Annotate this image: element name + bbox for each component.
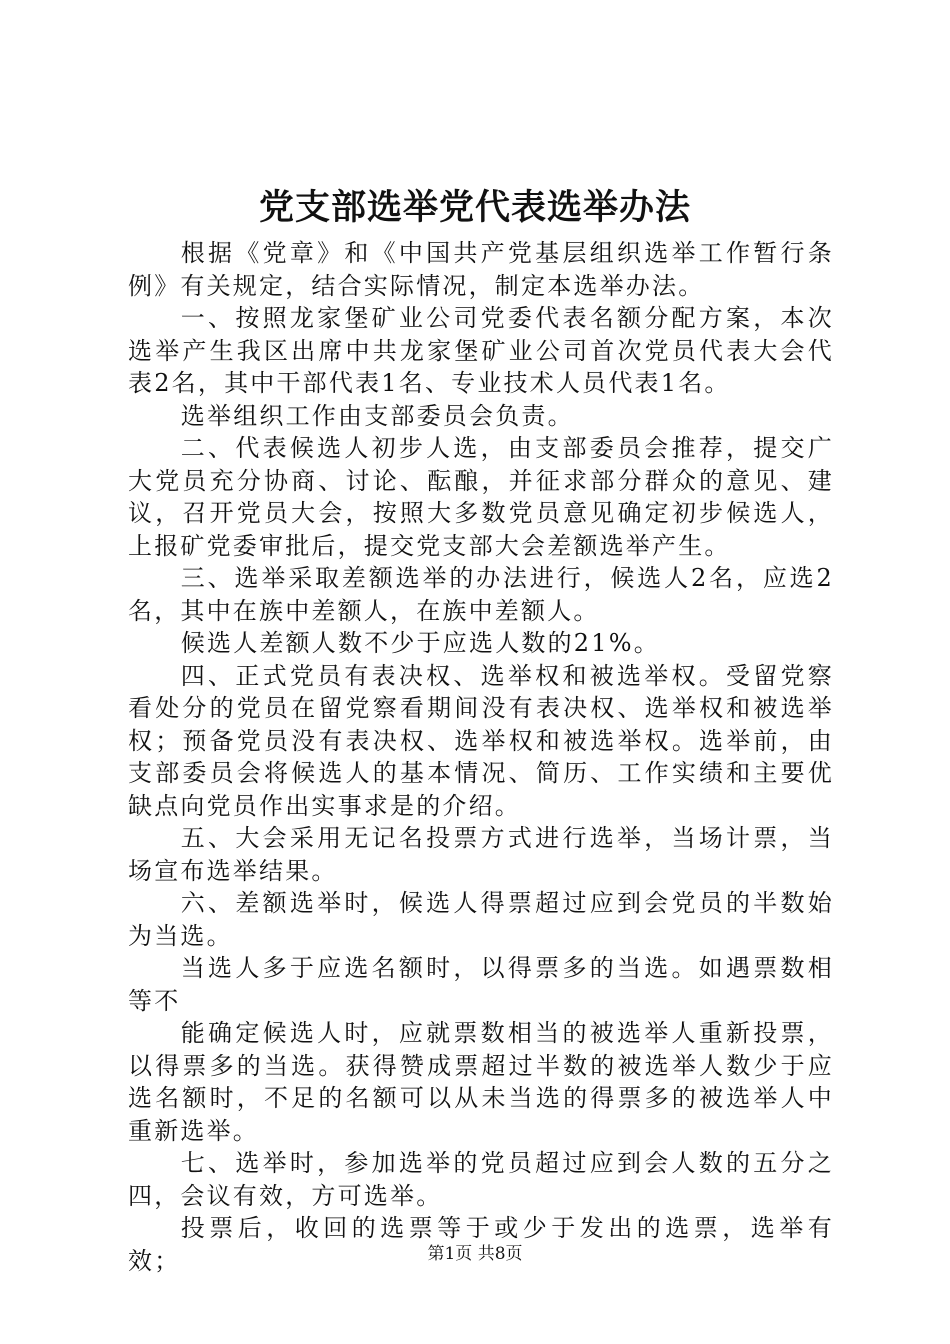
paragraph: 一、按照龙家堡矿业公司党委代表名额分配方案，本次选举产生我区出席中共龙家堡矿业公司首次党员代表大会代表2名，其中干部代表1名、专业技术人员代表1名。: [128, 304, 834, 397]
paragraph: 三、选举采取差额选举的办法进行，候选人2名，应选2名，其中在族中差额人，在族中差额人。: [128, 564, 834, 625]
paragraph: 能确定候选人时，应就票数相当的被选举人重新投票，以得票多的当选。获得赞成票超过半数的被选举人数少于应选名额时，不足的名额可以从未当选的得票多的被选举人中重新选举。: [128, 1019, 834, 1145]
paragraph: 候选人差额人数不少于应选人数的21%。: [180, 629, 660, 657]
document-body: [128, 237, 834, 1277]
page-number-footer: 第1页 共8页: [427, 1244, 523, 1264]
paragraph: 六、差额选举时，候选人得票超过应到会党员的半数始为当选。: [128, 889, 834, 950]
paragraph: 投票后，收回的选票等于或少于发出的选票，选举有效；: [128, 1214, 834, 1275]
paragraph: 当选人多于应选名额时，以得票多的当选。如遇票数相等不: [128, 954, 834, 1015]
paragraph: 四、正式党员有表决权、选举权和被选举权。受留党察看处分的党员在留党察看期间没有表决权、选举权和被选举权；预备党员没有表决权、选举权和被选举权。选举前，由支部委员会将候选人的基本情况、简历、工作实绩和主要优缺点向党员作出实事求是的介绍。: [128, 661, 834, 820]
paragraph: 五、大会采用无记名投票方式进行选举，当场计票，当场宣布选举结果。: [128, 824, 834, 885]
document-title: 党支部选举党代表选举办法: [258, 187, 691, 228]
paragraph: 选举组织工作由支部委员会负责。: [180, 401, 574, 430]
paragraph: 二、代表候选人初步人选，由支部委员会推荐，提交广大党员充分协商、讨论、酝酿，并征求部分群众的意见、建议，召开党员大会，按照大多数党员意见确定初步候选人，上报矿党委审批后，提交党支部大会差额选举产生。: [128, 434, 834, 560]
paragraph: 七、选举时，参加选举的党员超过应到会人数的五分之四，会议有效，方可选举。: [128, 1149, 834, 1210]
paragraph: 根据《党章》和《中国共产党基层组织选举工作暂行条例》有关规定，结合实际情况，制定本选举办法。: [128, 239, 834, 300]
